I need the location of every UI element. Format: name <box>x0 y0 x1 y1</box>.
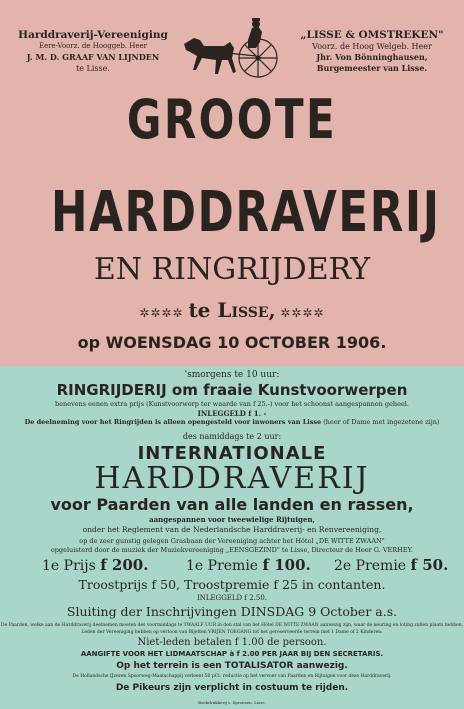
printer-credit: Boekdrukkerij v. Spronsen, Lisse. <box>198 700 266 705</box>
deelneming-line <box>0 418 464 426</box>
title-harddraverij: HARDDRAVERIJ <box>51 180 441 245</box>
totalisator-line: Op het terrein is een TOTALISATOR aanwezig. <box>116 661 348 671</box>
prize-first-value: f 200. <box>100 556 149 574</box>
chairman-block <box>286 30 458 74</box>
aangespannen-line: aangespannen voor tweewielige Rijtuigen, <box>149 515 315 524</box>
organizer-place: te Lisse. <box>76 64 110 73</box>
association-name: „LISSE & OMSTREKEN" <box>300 29 444 41</box>
fine-print-2: Leden der Vereeniging hebben op vertoon van Bijetten VRIJEN TOEGANG tot het gereserveerde terrein met 1 Dame of 2 Kinderen. <box>81 630 383 635</box>
place-prefix: te <box>188 298 218 322</box>
inleggeld-ring: INLEGGELD f 1. - <box>197 409 267 418</box>
ringrijderij-sub: benevens eenen extra prijs (Kunstvoorwerp ter waarde van f 25.-) voor het schoonst aangespannen geheel. <box>55 400 409 408</box>
internationale: INTERNATIONALE <box>137 443 327 464</box>
event-date: op WOENSDAG 10 OCTOBER 1906. <box>77 333 387 352</box>
chairman-line3: Burgemeester van Lisse. <box>316 63 428 73</box>
chairman-line1: Voorz. de Hoog Welgeb. Heer <box>312 42 432 51</box>
premium-first <box>186 556 311 574</box>
title-groote: GROOTE <box>126 88 338 151</box>
premium-second <box>334 556 448 574</box>
organizer-subtitle: Eere-Voorz. de Hooggeb. Heer <box>38 42 148 50</box>
reglement-line: onder het Reglement van de Nederlandsche Harddraverij- en Renvereeniging, <box>82 525 382 534</box>
prize-first-label: 1e Prijs <box>42 558 96 574</box>
sluiting-line: Sluiting der Inschrijvingen DINSDAG 9 October a.s. <box>66 604 398 619</box>
premium-first-label: 1e Premie <box>186 558 259 574</box>
inleggeld-hard: INLEGGELD f 2.50. <box>196 594 268 602</box>
pikeurs-line: De Pikeurs zijn verplicht in costuum te rijden. <box>115 683 349 693</box>
lidmaatschap-line: AANGIFTE VOOR HET LIDMAATSCHAP à f 2.00 PER JAAR BIJ DEN SECRETARIS. <box>80 650 384 658</box>
deelneming-note: (heer of Dame met ingezetene zijn) <box>323 418 440 426</box>
deelneming-text: De deelneming voor het Ringrijden is alleen opengesteld voor inwoners van Lisse <box>24 418 322 426</box>
ringrijderij-heading: RINGRIJDERIJ om fraaie Kunstvoorwerpen <box>56 381 408 399</box>
prize-first <box>42 556 148 574</box>
organizer-title: Harddraverij-Vereeniging <box>18 29 168 41</box>
morning-time: 'smorgens te 10 uur: <box>184 370 280 380</box>
premium-second-value: f 50. <box>410 556 449 574</box>
troost-line: Troostprijs f 50, Troostpremie f 25 in contanten. <box>78 577 386 592</box>
premium-first-value: f 100. <box>262 556 311 574</box>
place-name: Lisse, <box>217 298 276 322</box>
afternoon-time: des namiddags te 2 uur: <box>182 432 282 441</box>
title-ringrijdery: EN RINGRIJDERY <box>93 252 371 287</box>
premium-second-label: 2e Premie <box>334 558 407 574</box>
harddraverij-heading: HARDDRAVERIJ <box>94 461 370 496</box>
terrein-line: op de zeer gunstig gelegen Grasbaan der Vereeniging achter het Hôtel „DE WITTE ZWAAN" <box>79 537 385 545</box>
fine-print-1: De Paarden, welke aan de Harddraverij deelnemen moeten des voormiddags te TWAALF UUR in den stal van het Hôtel DE WITTE ZWAAN aanwezig zijn, waar de keuring en loting zullen plaats hebben. <box>0 623 464 628</box>
place-line: ✲✲✲✲ te Lisse, ✲✲✲✲ <box>139 298 325 322</box>
chairman-line2: Jhr. Von Bönninghausen, <box>316 52 428 62</box>
organizer-name: J. M. D. GRAAF VAN LIJNDEN <box>26 52 160 62</box>
paarden-line: voor Paarden van alle landen en rassen, <box>50 495 414 514</box>
muziek-line: opgeluisterd door de muziek der Muziekvereeniging „EENSGEZIND" te Lisse, Directeur de Heer G. VERHEY. <box>50 546 414 554</box>
organizer-block <box>8 30 178 74</box>
horse-and-sulky-icon <box>178 18 286 80</box>
spoorweg-line: De Hollandsche IJzeren Spoorweg-Maatschappij verleent 50 pCt. reductie op het vervoer van Paarden en Rijtuigen voor deze Harddraverij. <box>72 674 392 679</box>
entree-line: Niet-leden betalen f 1.00 de persoon. <box>137 637 327 648</box>
